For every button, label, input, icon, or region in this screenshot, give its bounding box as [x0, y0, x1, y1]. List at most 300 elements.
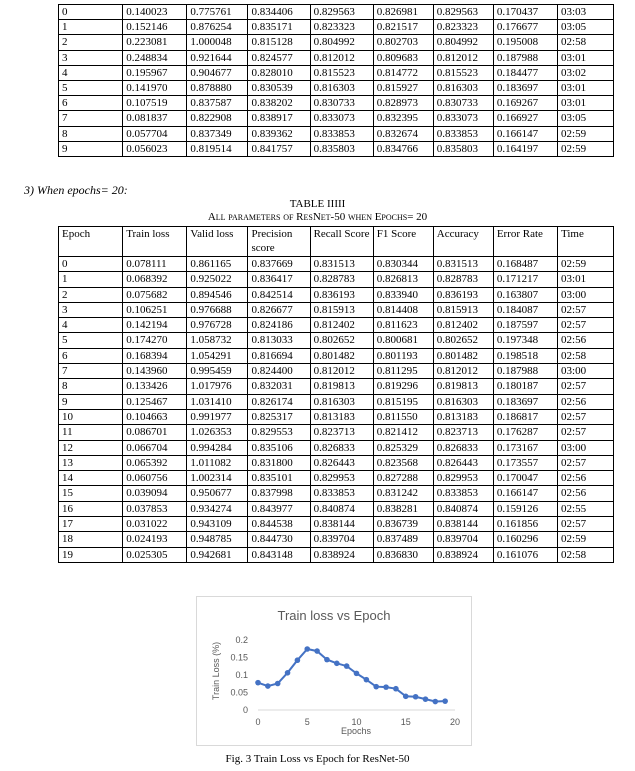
table-cell: 0.143960: [123, 364, 187, 379]
column-header: F1 Score: [373, 227, 433, 257]
column-header: Precision score: [248, 227, 310, 257]
column-header: Accuracy: [433, 227, 493, 257]
table-row: [59, 455, 614, 470]
table-cell: 0.195008: [493, 35, 557, 50]
table-cell: 0.823323: [310, 20, 373, 35]
table-cell: 0.829553: [248, 425, 310, 440]
data-point: [314, 648, 320, 654]
table-cell: 0.802652: [433, 333, 493, 348]
table-row: [59, 501, 614, 516]
table-cell: 19: [59, 547, 123, 562]
table-cell: 5: [59, 333, 123, 348]
table-cell: 0.816303: [433, 394, 493, 409]
table-cell: 0.812402: [310, 318, 373, 333]
table-cell: 0.839704: [310, 532, 373, 547]
table-cell: 02:57: [558, 379, 614, 394]
table-cell: 0.815913: [433, 302, 493, 317]
data-point: [364, 677, 370, 683]
table-cell: 0.223081: [123, 35, 187, 50]
table-row: [59, 517, 614, 532]
table-cell: 0.837669: [248, 257, 310, 272]
table-cell: 03:02: [558, 65, 614, 80]
table-cell: 0.170437: [493, 5, 557, 20]
table-row: [59, 65, 614, 80]
table-cell: 02:57: [558, 425, 614, 440]
table-cell: 0.836739: [373, 517, 433, 532]
table-cell: 0.835101: [248, 471, 310, 486]
table-cell: 03:01: [558, 50, 614, 65]
table-cell: 0.065392: [123, 455, 187, 470]
table-cell: 0.815195: [373, 394, 433, 409]
table-header-row: [59, 227, 614, 257]
table-cell: 0.140023: [123, 5, 187, 20]
table-cell: 0.142194: [123, 318, 187, 333]
table-cell: 0.164197: [493, 141, 557, 156]
table-row: [59, 287, 614, 302]
table-cell: 0: [59, 5, 123, 20]
table-cell: 0.832395: [373, 111, 433, 126]
table-cell: 0.836193: [310, 287, 373, 302]
table-cell: 0.812012: [433, 50, 493, 65]
table-cell: 0.173167: [493, 440, 557, 455]
previous-results-table-body: [59, 5, 614, 157]
table-cell: 0.168394: [123, 348, 187, 363]
table-cell: 0.195967: [123, 65, 187, 80]
data-point: [403, 694, 409, 700]
table-cell: 0.816303: [310, 80, 373, 95]
table-cell: 1.017976: [187, 379, 248, 394]
figure-caption: Fig. 3 Train Loss vs Epoch for ResNet-50: [225, 753, 410, 765]
table-cell: 17: [59, 517, 123, 532]
table-cell: 0.037853: [123, 501, 187, 516]
table-cell: 0.839362: [248, 126, 310, 141]
table-cell: 0.180187: [493, 379, 557, 394]
table-row: [59, 379, 614, 394]
table-cell: 0.184477: [493, 65, 557, 80]
x-tick-label: 0: [255, 717, 261, 727]
table-cell: 0.819296: [373, 379, 433, 394]
table-cell: 0.176287: [493, 425, 557, 440]
table-cell: 4: [59, 318, 123, 333]
table-row: [59, 302, 614, 317]
column-header: Error Rate: [493, 227, 557, 257]
table-cell: 0.186817: [493, 409, 557, 424]
table-cell: 02:59: [558, 126, 614, 141]
previous-results-table: [58, 4, 614, 157]
table-cell: 0.934274: [187, 501, 248, 516]
table-cell: 1.031410: [187, 394, 248, 409]
table-row: [59, 394, 614, 409]
table-cell: 1.011082: [187, 455, 248, 470]
table-cell: 0.838924: [310, 547, 373, 562]
table-cell: 0.815523: [310, 65, 373, 80]
table-cell: 0.811550: [373, 409, 433, 424]
table-cell: 02:58: [558, 348, 614, 363]
table-cell: 0.943109: [187, 517, 248, 532]
y-tick-labels: [230, 635, 248, 715]
table-cell: 0.826981: [373, 5, 433, 20]
table-cell: 0.802652: [310, 333, 373, 348]
table-cell: 0.812012: [310, 50, 373, 65]
table-row: [59, 50, 614, 65]
table-cell: 0.816303: [310, 394, 373, 409]
table-cell: 0.183697: [493, 80, 557, 95]
data-point: [433, 699, 439, 705]
table-cell: 1.054291: [187, 348, 248, 363]
table-cell: 7: [59, 364, 123, 379]
table-cell: 0.843977: [248, 501, 310, 516]
table-cell: 0.830733: [310, 96, 373, 111]
table-row: [59, 141, 614, 156]
table-cell: 0.169267: [493, 96, 557, 111]
table-cell: 4: [59, 65, 123, 80]
table-caption: All parameters of ResNet-50 when Epochs= 20: [207, 211, 428, 223]
table-cell: 0.837587: [187, 96, 248, 111]
table-cell: 02:58: [558, 35, 614, 50]
table-cell: 0.831513: [433, 257, 493, 272]
table-cell: 5: [59, 80, 123, 95]
table-cell: 0.843148: [248, 547, 310, 562]
table-cell: 0.187597: [493, 318, 557, 333]
table-cell: 0.826833: [310, 440, 373, 455]
table-row: [59, 257, 614, 272]
table-cell: 0.039094: [123, 486, 187, 501]
table-cell: 7: [59, 111, 123, 126]
table-cell: 03:00: [558, 287, 614, 302]
table-row: [59, 318, 614, 333]
table-cell: 0.078111: [123, 257, 187, 272]
table-cell: 03:01: [558, 96, 614, 111]
table-cell: 0.813183: [433, 409, 493, 424]
table-row: [59, 364, 614, 379]
table-row: [59, 348, 614, 363]
table-cell: 0.056023: [123, 141, 187, 156]
train-loss-chart: [196, 596, 472, 746]
table-row: [59, 547, 614, 562]
table-cell: 0.838917: [248, 111, 310, 126]
table-cell: 0.173557: [493, 455, 557, 470]
table-cell: 03:05: [558, 111, 614, 126]
table-cell: 0.830344: [373, 257, 433, 272]
table-cell: 0.842514: [248, 287, 310, 302]
table-cell: 0.174270: [123, 333, 187, 348]
resnet50-epochs20-table-body: [59, 257, 614, 563]
data-point: [413, 694, 419, 700]
table-cell: 0.176677: [493, 20, 557, 35]
table-cell: 0.060756: [123, 471, 187, 486]
table-cell: 0.861165: [187, 257, 248, 272]
table-cell: 0.133426: [123, 379, 187, 394]
table-cell: 0.031022: [123, 517, 187, 532]
table-cell: 0.801482: [433, 348, 493, 363]
table-cell: 0.812402: [433, 318, 493, 333]
y-tick-label: 0.15: [230, 652, 248, 663]
table-cell: 0.821412: [373, 425, 433, 440]
table-cell: 0.104663: [123, 409, 187, 424]
table-row: [59, 35, 614, 50]
table-cell: 0.826443: [310, 455, 373, 470]
data-point: [354, 671, 360, 677]
table-cell: 0.838144: [433, 517, 493, 532]
table-cell: 03:01: [558, 272, 614, 287]
data-point: [442, 698, 448, 704]
data-point: [265, 683, 271, 689]
table-cell: 0.819813: [433, 379, 493, 394]
table-cell: 0.823568: [373, 455, 433, 470]
train-loss-chart-svg: [197, 597, 471, 745]
table-cell: 0.815913: [310, 302, 373, 317]
table-cell: 0.166927: [493, 111, 557, 126]
table-cell: 0.816303: [433, 80, 493, 95]
table-cell: 0.831513: [310, 257, 373, 272]
y-tick-label: 0.1: [235, 670, 248, 680]
table-cell: 0.835171: [248, 20, 310, 35]
table-cell: 0.837489: [373, 532, 433, 547]
table-cell: 0.187988: [493, 50, 557, 65]
table-cell: 02:59: [558, 257, 614, 272]
table-cell: 0.838202: [248, 96, 310, 111]
table-cell: 0.816694: [248, 348, 310, 363]
table-cell: 12: [59, 440, 123, 455]
table-cell: 02:57: [558, 318, 614, 333]
table-cell: 0.833853: [433, 486, 493, 501]
table-cell: 02:56: [558, 471, 614, 486]
resnet50-epochs20-table: [58, 226, 614, 563]
table-cell: 0.878880: [187, 80, 248, 95]
table-cell: 2: [59, 35, 123, 50]
table-cell: 0.876254: [187, 20, 248, 35]
table-cell: 02:59: [558, 532, 614, 547]
table-cell: 0.839704: [433, 532, 493, 547]
table-cell: 0.813033: [248, 333, 310, 348]
table-cell: 0.841757: [248, 141, 310, 156]
table-cell: 0.066704: [123, 440, 187, 455]
table-cell: 0.166147: [493, 126, 557, 141]
data-point: [344, 663, 350, 669]
table-cell: 0.894546: [187, 287, 248, 302]
table-cell: 0.825329: [373, 440, 433, 455]
table-cell: 15: [59, 486, 123, 501]
table-cell: 0.812012: [310, 364, 373, 379]
table-row: [59, 333, 614, 348]
train-loss-line: [258, 649, 445, 702]
table-cell: 0.141970: [123, 80, 187, 95]
table-cell: 0.976728: [187, 318, 248, 333]
table-cell: 2: [59, 287, 123, 302]
table-cell: 0.833073: [433, 111, 493, 126]
table-cell: 0.824400: [248, 364, 310, 379]
table-cell: 02:56: [558, 486, 614, 501]
table-cell: 0.819813: [310, 379, 373, 394]
table-cell: 0.197348: [493, 333, 557, 348]
table-cell: 0.811295: [373, 364, 433, 379]
table-cell: 0.184087: [493, 302, 557, 317]
table-cell: 8: [59, 379, 123, 394]
data-point: [423, 696, 429, 702]
table-cell: 0.991977: [187, 409, 248, 424]
chart-title: Train loss vs Epoch: [277, 608, 391, 623]
x-tick-label: 15: [400, 717, 411, 727]
table-cell: 0.152146: [123, 20, 187, 35]
table-cell: 03:00: [558, 440, 614, 455]
table-cell: 6: [59, 348, 123, 363]
table-cell: 0.829563: [433, 5, 493, 20]
table-cell: 0.160296: [493, 532, 557, 547]
table-cell: 0.125467: [123, 394, 187, 409]
table-cell: 0.801482: [310, 348, 373, 363]
table-row: [59, 5, 614, 20]
table-cell: 0.823713: [310, 425, 373, 440]
table-cell: 0.107519: [123, 96, 187, 111]
table-cell: 16: [59, 501, 123, 516]
table-cell: 0.942681: [187, 547, 248, 562]
section-heading: 3) When epochs= 20:: [24, 183, 128, 197]
table-cell: 02:57: [558, 409, 614, 424]
table-cell: 0.826443: [433, 455, 493, 470]
table-cell: 0.828783: [310, 272, 373, 287]
table-cell: 0.835106: [248, 440, 310, 455]
table-cell: 0.812012: [433, 364, 493, 379]
table-cell: 0.828973: [373, 96, 433, 111]
table-row: [59, 486, 614, 501]
x-tick-label: 5: [304, 717, 310, 727]
table-cell: 0.068392: [123, 272, 187, 287]
table-cell: 0.248834: [123, 50, 187, 65]
table-cell: 0.159126: [493, 501, 557, 516]
table-cell: 18: [59, 532, 123, 547]
column-header: Time: [558, 227, 614, 257]
table-row: [59, 111, 614, 126]
table-cell: 0.163807: [493, 287, 557, 302]
column-header: Recall Score: [310, 227, 373, 257]
table-cell: 0.823323: [433, 20, 493, 35]
table-cell: 0.837349: [187, 126, 248, 141]
data-point: [295, 657, 301, 663]
table-cell: 0.828783: [433, 272, 493, 287]
column-header: Epoch: [59, 227, 123, 257]
table-cell: 8: [59, 126, 123, 141]
table-cell: 0.829953: [310, 471, 373, 486]
y-tick-label: 0.2: [235, 635, 248, 645]
table-cell: 0: [59, 257, 123, 272]
table-cell: 0.800681: [373, 333, 433, 348]
table-row: [59, 532, 614, 547]
table-cell: 0.827288: [373, 471, 433, 486]
y-tick-label: 0: [242, 705, 248, 715]
y-tick-label: 0.05: [230, 687, 248, 698]
table-cell: 0.198518: [493, 348, 557, 363]
table-cell: 0.809683: [373, 50, 433, 65]
table-cell: 0.830539: [248, 80, 310, 95]
table-cell: 0.815523: [433, 65, 493, 80]
table-cell: 0.831800: [248, 455, 310, 470]
table-cell: 0.838144: [310, 517, 373, 532]
table-cell: 0.833073: [310, 111, 373, 126]
table-cell: 0.832031: [248, 379, 310, 394]
table-cell: 0.976688: [187, 302, 248, 317]
table-cell: 0.844730: [248, 532, 310, 547]
table-cell: 0.086701: [123, 425, 187, 440]
table-cell: 0.995459: [187, 364, 248, 379]
data-point: [373, 684, 379, 690]
table-cell: 3: [59, 302, 123, 317]
table-cell: 0.833940: [373, 287, 433, 302]
table-cell: 0.161856: [493, 517, 557, 532]
x-tick-label: 10: [351, 717, 362, 727]
table-cell: 02:56: [558, 333, 614, 348]
table-cell: 0.815927: [373, 80, 433, 95]
table-cell: 0.837998: [248, 486, 310, 501]
table-cell: 0.948785: [187, 532, 248, 547]
table-cell: 0.811623: [373, 318, 433, 333]
table-cell: 0.833853: [310, 126, 373, 141]
table-cell: 0.834406: [248, 5, 310, 20]
table-cell: 0.802703: [373, 35, 433, 50]
table-cell: 0.824577: [248, 50, 310, 65]
table-cell: 0.826677: [248, 302, 310, 317]
table-cell: 0.166147: [493, 486, 557, 501]
x-tick-label: 20: [449, 717, 461, 727]
table-cell: 0.826833: [433, 440, 493, 455]
table-cell: 0.822908: [187, 111, 248, 126]
table-cell: 0.804992: [310, 35, 373, 50]
table-row: [59, 20, 614, 35]
table-cell: 03:05: [558, 20, 614, 35]
table-cell: 0.183697: [493, 394, 557, 409]
data-point: [275, 681, 281, 687]
table-cell: 0.836830: [373, 547, 433, 562]
table-cell: 0.775761: [187, 5, 248, 20]
table-cell: 10: [59, 409, 123, 424]
data-point: [255, 680, 261, 686]
table-cell: 0.170047: [493, 471, 557, 486]
table-cell: 1.058732: [187, 333, 248, 348]
table-cell: 02:57: [558, 302, 614, 317]
table-cell: 0.081837: [123, 111, 187, 126]
table-cell: 0.828010: [248, 65, 310, 80]
table-cell: 0.833853: [310, 486, 373, 501]
table-cell: 0.821517: [373, 20, 433, 35]
table-cell: 0.829953: [433, 471, 493, 486]
table-cell: 0.106251: [123, 302, 187, 317]
table-cell: 0.832674: [373, 126, 433, 141]
table-cell: 0.831242: [373, 486, 433, 501]
table-cell: 0.025305: [123, 547, 187, 562]
table-cell: 11: [59, 425, 123, 440]
table-cell: 14: [59, 471, 123, 486]
table-cell: 0.838281: [373, 501, 433, 516]
table-row: [59, 272, 614, 287]
table-cell: 1: [59, 272, 123, 287]
table-cell: 0.801193: [373, 348, 433, 363]
table-cell: 0.833853: [433, 126, 493, 141]
table-cell: 0.819514: [187, 141, 248, 156]
column-header: Valid loss: [187, 227, 248, 257]
table-cell: 0.075682: [123, 287, 187, 302]
table-cell: 02:56: [558, 394, 614, 409]
table-cell: 0.840874: [433, 501, 493, 516]
table-cell: 0.187988: [493, 364, 557, 379]
table-cell: 1.026353: [187, 425, 248, 440]
table-cell: 0.824186: [248, 318, 310, 333]
table-cell: 03:01: [558, 80, 614, 95]
table-cell: 0.835803: [310, 141, 373, 156]
table-cell: 13: [59, 455, 123, 470]
table-row: [59, 126, 614, 141]
table-cell: 02:57: [558, 517, 614, 532]
table-cell: 1: [59, 20, 123, 35]
table-cell: 0.057704: [123, 126, 187, 141]
